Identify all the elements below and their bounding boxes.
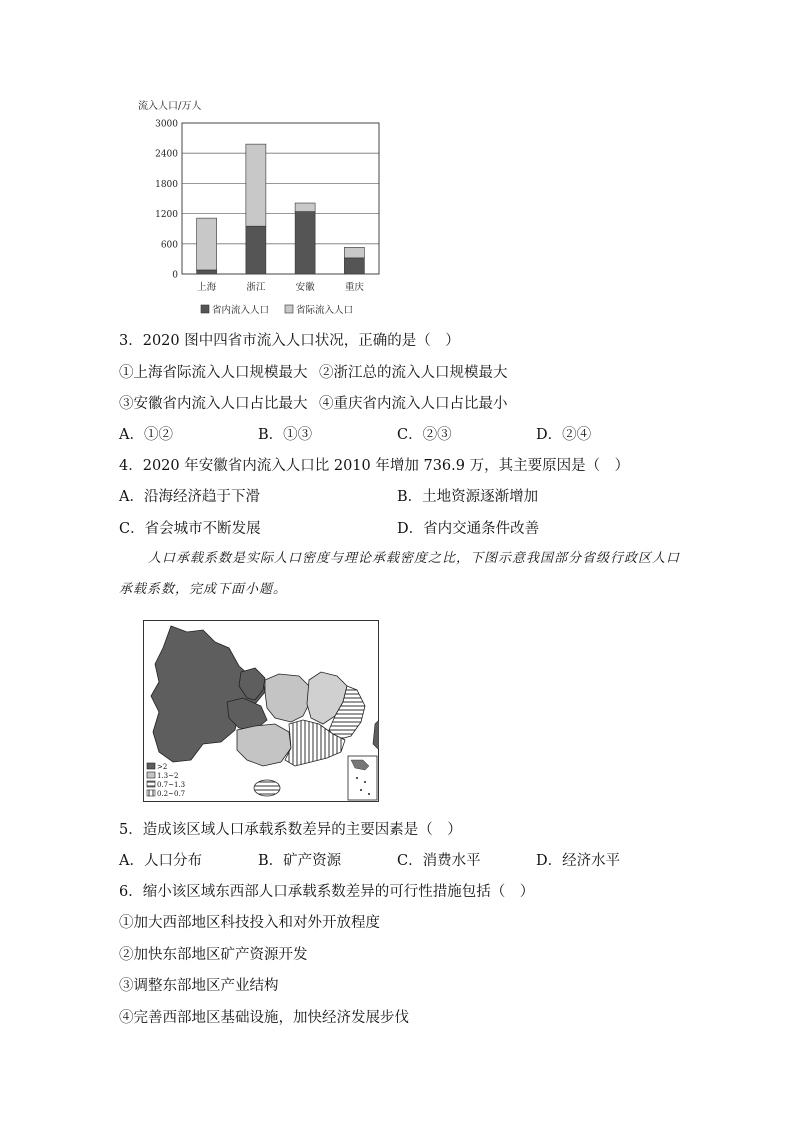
map-svg: [143, 620, 379, 802]
q5-option-b[interactable]: B．矿产资源: [258, 853, 342, 869]
chart-legend: [201, 304, 353, 316]
inset-island-2: [364, 781, 366, 783]
bar-inter-0: [197, 218, 217, 270]
q3-statement-2: ②浙江总的流入人口规模最大: [319, 365, 508, 381]
y-tick-label: 2400: [155, 149, 178, 160]
x-tick-label: 重庆: [344, 282, 364, 293]
q4-option-a[interactable]: A．沿海经济趋于下滑: [119, 489, 260, 505]
map-intro-line-2: 承载系数，完成下面小题。: [119, 582, 288, 597]
bar-inter-3: [344, 247, 364, 258]
q6-stem: 6．缩小该区域东西部人口承载系数差异的可行性措施包括（ ）: [119, 884, 535, 900]
bar-inter-2: [295, 203, 315, 212]
legend-swatch-gt2: [147, 763, 155, 769]
inset-island-4: [368, 793, 370, 795]
legend-label-intra: 省内流入人口: [212, 305, 270, 316]
q4-option-d[interactable]: D．省内交通条件改善: [397, 521, 540, 537]
legend-text-0-7-1-3: 0.7~1.3: [157, 781, 186, 789]
population-capacity-map: [143, 620, 379, 802]
legend-text-0-2-0-7: 0.2~0.7: [157, 790, 186, 798]
q3-option-c[interactable]: C．②③: [397, 427, 452, 443]
y-tick-label: 0: [172, 270, 178, 281]
y-axis-label: 流入人口/万人: [138, 101, 202, 112]
x-tick-label: 安徽: [295, 282, 315, 293]
q4-option-b[interactable]: B．土地资源逐渐增加: [397, 489, 539, 505]
q5-option-a[interactable]: A．人口分布: [119, 853, 202, 869]
bar-intra-3: [344, 258, 364, 274]
q6-statement-1: ①加大西部地区科技投入和对外开放程度: [119, 915, 380, 931]
population-bar-chart: [130, 95, 400, 325]
q6-statement-4: ④完善西部地区基础设施，加快经济发展步伐: [119, 1010, 409, 1026]
q3-statement-1: ①上海省际流入人口规模最大: [119, 365, 308, 381]
q3-option-a[interactable]: A．①②: [119, 427, 173, 443]
q3-option-d[interactable]: D．②④: [536, 427, 592, 443]
q6-statement-3: ③调整东部地区产业结构: [119, 978, 279, 994]
region-hainan: [254, 780, 280, 796]
q5-option-d[interactable]: D．经济水平: [536, 853, 621, 869]
x-tick-label: 浙江: [246, 282, 266, 293]
legend-swatch-inter: [285, 305, 293, 313]
q4-option-c[interactable]: C．省会城市不断发展: [119, 521, 261, 537]
legend-swatch-0-7-1-3: [147, 781, 155, 787]
inset-island-1: [356, 777, 358, 779]
x-tick-label: 上海: [197, 282, 217, 293]
q5-stem: 5．造成该区域人口承载系数差异的主要因素是（ ）: [119, 822, 462, 838]
legend-swatch-0-2-0-7: [147, 790, 155, 796]
map-intro-line-1: 人口承载系数是实际人口密度与理论承载密度之比，下图示意我国部分省级行政区人口: [148, 551, 681, 566]
q4-stem: 4．2020 年安徽省内流入人口比 2010 年增加 736.9 万，其主要原因是（ ）: [119, 458, 630, 474]
q5-option-c[interactable]: C．消费水平: [397, 853, 481, 869]
bar-intra-2: [295, 212, 315, 274]
inset-island-3: [360, 789, 362, 791]
bar-intra-0: [197, 270, 217, 274]
q3-statement-4: ④重庆省内流入人口占比最小: [319, 396, 508, 412]
q3-option-b[interactable]: B．①③: [258, 427, 313, 443]
legend-text-gt2: >2: [157, 763, 168, 771]
q3-statement-3: ③安徽省内流入人口占比最大: [119, 396, 308, 412]
bar-chart-svg: [130, 95, 400, 325]
south-china-sea-inset: [348, 756, 377, 800]
legend-text-1-3-2: 1.3~2: [157, 772, 179, 780]
bar-inter-1: [246, 144, 266, 226]
y-tick-label: 1800: [155, 179, 178, 190]
q6-statement-2: ②加快东部地区矿产资源开发: [119, 947, 308, 963]
legend-swatch-intra: [201, 305, 209, 313]
legend-label-inter: 省际流入人口: [296, 305, 354, 316]
legend-swatch-1-3-2: [147, 772, 155, 778]
y-tick-label: 1200: [155, 210, 178, 221]
y-tick-label: 3000: [155, 119, 178, 130]
q3-stem: 3．2020 图中四省市流入人口状况，正确的是（ ）: [119, 333, 460, 349]
bar-intra-1: [246, 226, 266, 274]
y-tick-label: 600: [160, 240, 178, 251]
